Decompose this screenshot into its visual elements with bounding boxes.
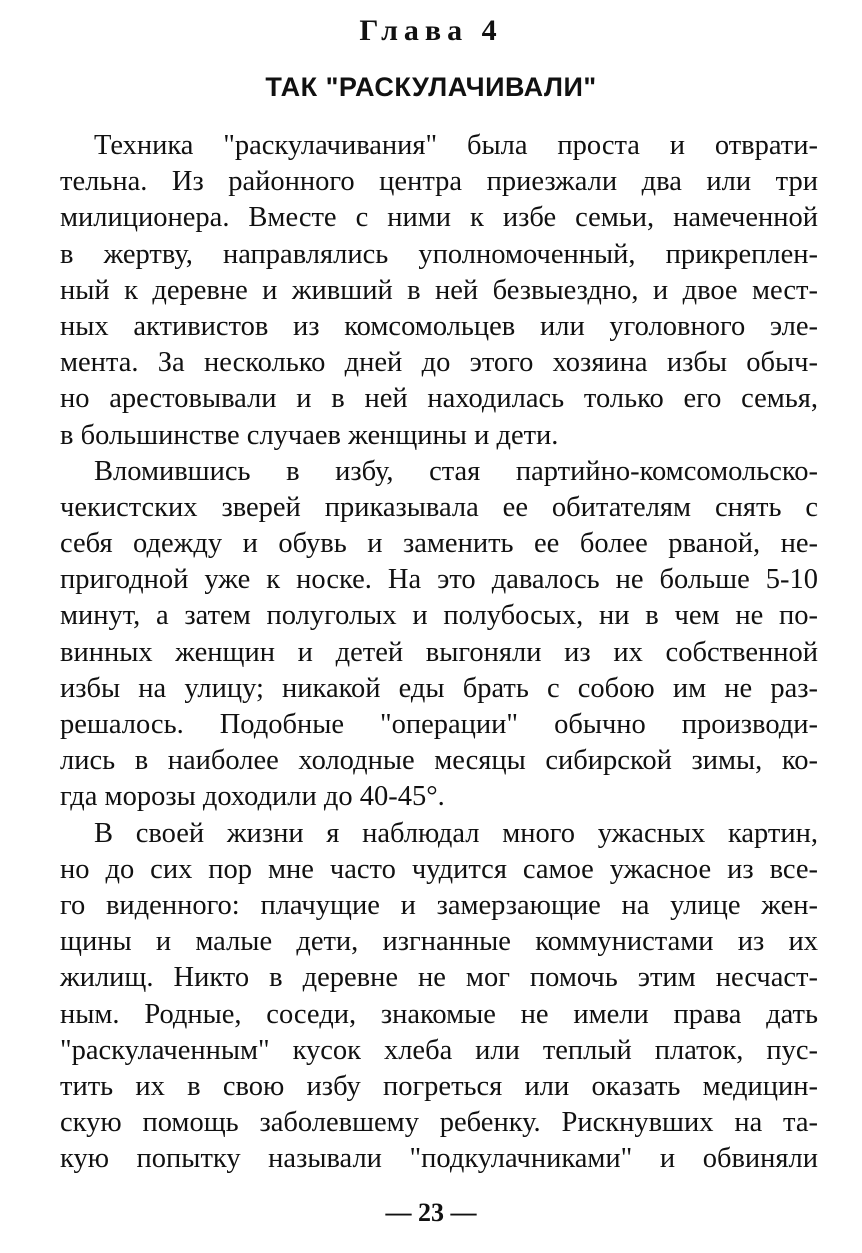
text-line: тельна. Из районного центра приезжали два или три — [60, 166, 818, 198]
text-line: Техника "раскулачивания" была проста и отврати- — [94, 130, 818, 161]
text-line: милиционера. Вместе с ними к избе семьи, намеченной — [60, 202, 818, 234]
text-line: мента. За несколько дней до этого хозяина избы обыч- — [60, 347, 818, 379]
text-line: минут, а затем полуголых и полубосых, ни в чем не по- — [60, 600, 818, 632]
text-line: скую помощь заболевшему ребенку. Рискнувших на та- — [60, 1107, 818, 1139]
text-line: избы на улицу; никакой еды брать с собою им не раз- — [60, 672, 818, 704]
text-line: лись в наиболее холодные месяцы сибирской зимы, ко- — [60, 745, 818, 777]
text-line: чекистских зверей приказывала ее обитателям снять с — [60, 491, 818, 523]
text-line: гда морозы доходили до 40-45°. — [60, 781, 445, 813]
text-line: пригодной уже к носке. На это давалось не больше 5-10 — [60, 564, 818, 596]
text-line: ным. Родные, соседи, знакомые не имели права дать — [60, 998, 818, 1030]
body-text — [60, 128, 818, 1177]
text-line: Вломившись в избу, стая партийно-комсомольско- — [94, 455, 818, 487]
text-line: ных активистов из комсомольцев или уголовного эле- — [60, 310, 818, 342]
text-line: щины и малые дети, изгнанные коммунистами из их — [60, 926, 818, 958]
text-line: тить их в свою избу погреться или оказать медицин- — [60, 1070, 818, 1102]
text-line: в большинстве случаев женщины и дети. — [60, 419, 559, 451]
chapter-title: ТАК "РАСКУЛАЧИВАЛИ" — [265, 72, 597, 102]
text-line: го виденного: плачущие и замерзающие на улице жен- — [60, 889, 818, 921]
chapter-heading: Глава 4 — [359, 14, 503, 47]
text-line: винных женщин и детей выгоняли из их собственной — [60, 636, 818, 668]
page-number: — 23 — — [385, 1198, 477, 1227]
text-line: ный к деревне и живший в ней безвыездно, и двое мест- — [60, 274, 818, 306]
text-line: кую попытку называли "подкулачниками" и обвиняли — [60, 1143, 818, 1175]
text-line: "раскулаченным" кусок хлеба или теплый платок, пус- — [60, 1034, 818, 1066]
text-line: но арестовывали и в ней находилась только его семья, — [60, 383, 818, 415]
text-line: В своей жизни я наблюдал много ужасных картин, — [94, 817, 818, 849]
text-line: решалось. Подобные "операции" обычно производи- — [60, 709, 818, 740]
text-line: себя одежду и обувь и заменить ее более рваной, не- — [60, 528, 818, 560]
text-line: в жертву, направлялись уполномоченный, прикреплен- — [60, 238, 818, 270]
text-line: но до сих пор мне часто чудится самое ужасное из все- — [60, 853, 818, 885]
text-line: жилищ. Никто в деревне не мог помочь этим несчаст- — [60, 962, 818, 994]
